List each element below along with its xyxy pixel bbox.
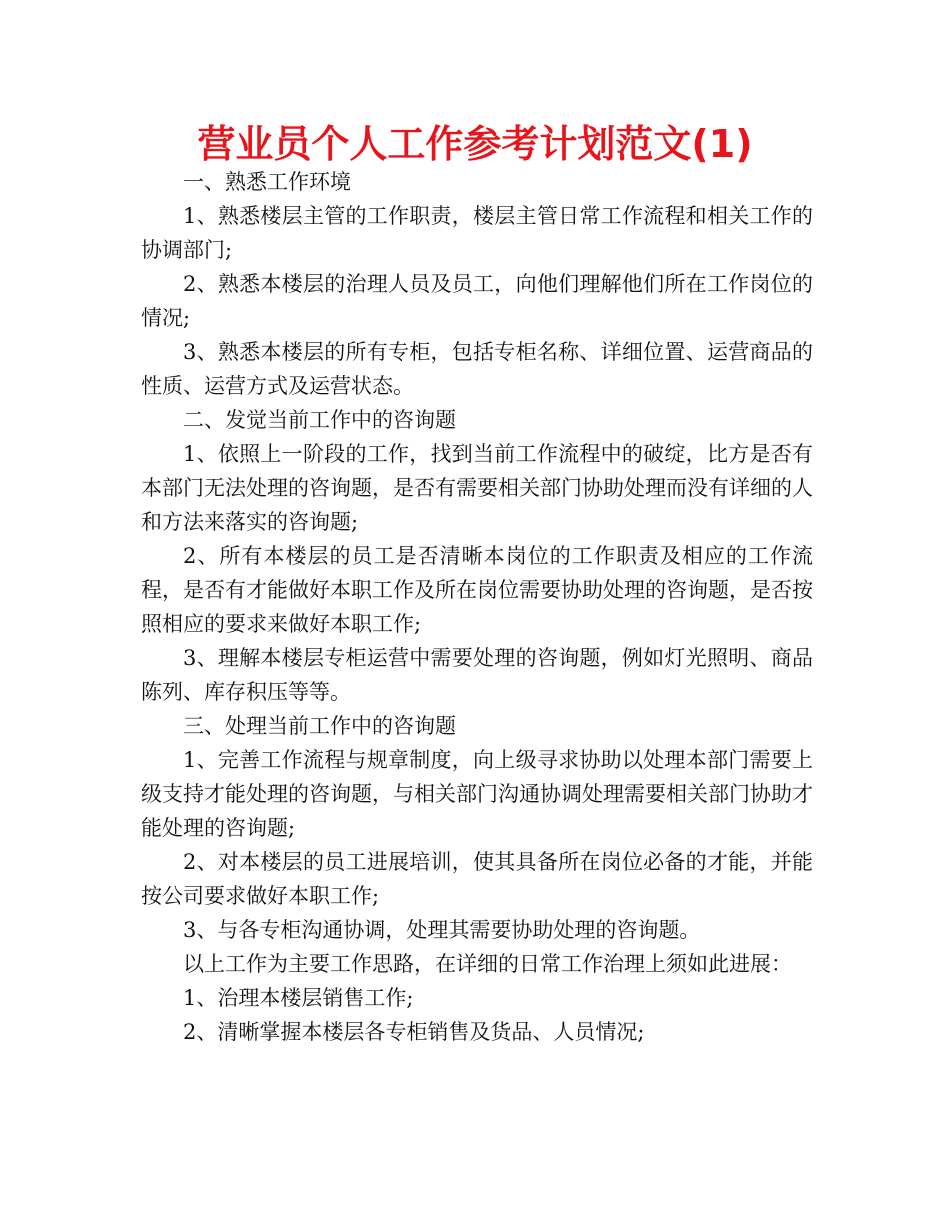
paragraph: 2、对本楼层的员工进展培训，使其具备所在岗位必备的才能，并能按公司要求做好本职工作; [141,850,813,908]
paragraph: 1、熟悉楼层主管的工作职责，楼层主管日常工作流程和相关工作的协调部门; [141,204,813,262]
section-heading-3: 三、处理当前工作中的咨询题 [183,714,456,738]
paragraph: 3、与各专柜沟通协调，处理其需要协助处理的咨询题。 [183,918,701,942]
paragraph: 2、熟悉本楼层的治理人员及员工，向他们理解他们所在工作岗位的情况; [141,272,813,330]
paragraph: 1、治理本楼层销售工作; [183,986,414,1010]
paragraph: 1、依照上一阶段的工作，找到当前工作流程中的破绽，比方是否有本部门无法处理的咨询题，是否有需要相关部门协助处理而没有详细的人和方法来落实的咨询题; [141,442,813,534]
document-body [141,165,813,1049]
paragraph: 2、所有本楼层的员工是否清晰本岗位的工作职责及相应的工作流程，是否有才能做好本职工作及所在岗位需要协助处理的咨询题，是否按照相应的要求来做好本职工作; [141,544,813,636]
section-heading-2: 二、发觉当前工作中的咨询题 [183,408,456,432]
document-title: 营业员个人工作参考计划范文(1) [197,122,753,166]
paragraph: 3、理解本楼层专柜运营中需要处理的咨询题，例如灯光照明、商品陈列、库存积压等等。 [141,646,813,704]
paragraph: 以上工作为主要工作思路，在详细的日常工作治理上须如此进展： [183,952,792,976]
paragraph: 2、清晰掌握本楼层各专柜销售及货品、人员情况; [183,1020,645,1044]
paragraph: 1、完善工作流程与规章制度，向上级寻求协助以处理本部门需要上级支持才能处理的咨询题，与相关部门沟通协调处理需要相关部门协助才能处理的咨询题; [141,748,813,840]
section-heading-1: 一、熟悉工作环境 [183,170,351,194]
paragraph: 3、熟悉本楼层的所有专柜，包括专柜名称、详细位置、运营商品的性质、运营方式及运营状态。 [141,340,813,398]
